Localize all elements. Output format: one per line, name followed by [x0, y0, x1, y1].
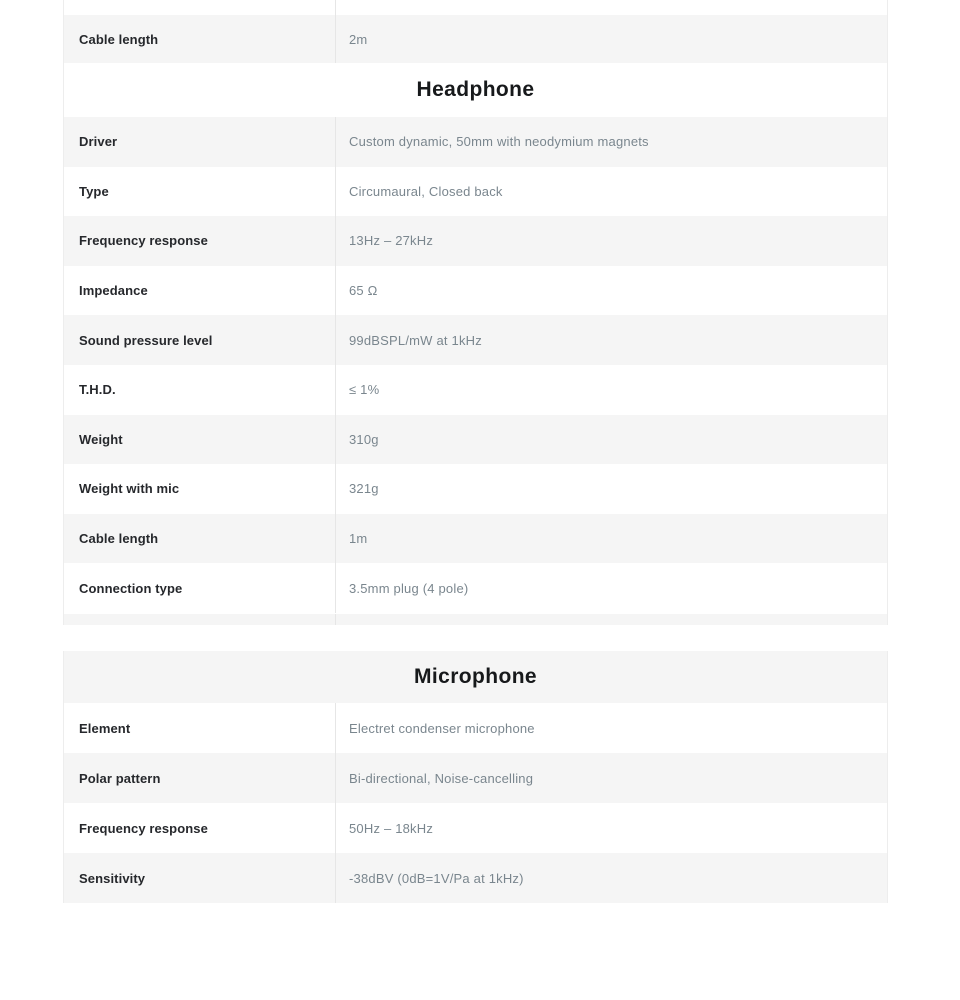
spec-label: Sensitivity: [79, 870, 146, 886]
spec-row: [64, 563, 887, 613]
spec-row: [64, 315, 887, 365]
spec-value: -38dBV (0dB=1V/Pa at 1kHz): [335, 853, 887, 903]
spec-row: [64, 415, 887, 465]
spec-row: [64, 803, 887, 853]
spec-value: 310g: [335, 415, 887, 465]
spec-value: 50Hz – 18kHz: [335, 803, 887, 853]
table-bottom-clipped-row: [64, 614, 887, 625]
table-top-partial-row: [64, 0, 887, 15]
spec-value: 1m: [335, 514, 887, 564]
spec-label: [64, 614, 335, 625]
section-header-microphone: [64, 651, 887, 703]
section-header-headphone: [64, 63, 887, 117]
spec-label: Type: [79, 183, 109, 199]
spec-label: Cable length: [79, 31, 159, 47]
spec-label: Connection type: [79, 580, 183, 596]
spec-row: [64, 266, 887, 316]
spec-label: Frequency response: [79, 233, 208, 249]
spec-value: Electret condenser microphone: [335, 703, 887, 753]
spec-label: T.H.D.: [79, 382, 116, 398]
spec-value: 13Hz – 27kHz: [335, 216, 887, 266]
spec-label: Frequency response: [79, 820, 208, 836]
spec-label: Polar pattern: [79, 770, 161, 786]
spec-row: [64, 514, 887, 564]
spec-table-microphone: [63, 651, 888, 903]
spec-table-headphone: [63, 0, 888, 625]
spec-row: [64, 753, 887, 803]
spec-value: Circumaural, Closed back: [335, 167, 887, 217]
section-title: Headphone: [416, 78, 535, 101]
section-title: Microphone: [414, 665, 537, 688]
spec-row: [64, 703, 887, 753]
spec-row: [64, 365, 887, 415]
spec-row: [64, 167, 887, 217]
spec-row: [64, 216, 887, 266]
spec-label: [64, 0, 335, 15]
spec-row: [64, 117, 887, 167]
spec-row: [64, 853, 887, 903]
spec-value: ≤ 1%: [335, 365, 887, 415]
spec-label: Sound pressure level: [79, 332, 213, 348]
spec-value: [335, 614, 887, 625]
spec-value: 99dBSPL/mW at 1kHz: [335, 315, 887, 365]
spec-label: Weight: [79, 431, 123, 447]
spec-label: Element: [79, 720, 131, 736]
spec-value: 321g: [335, 464, 887, 514]
spec-value: [335, 0, 887, 15]
spec-value: 65 Ω: [335, 266, 887, 316]
spec-label: Driver: [79, 134, 118, 150]
spec-label: Weight with mic: [79, 481, 180, 497]
spec-value: 3.5mm plug (4 pole): [335, 563, 887, 613]
spec-value: Custom dynamic, 50mm with neodymium magnets: [335, 117, 887, 167]
spec-row: [64, 464, 887, 514]
spec-value: 2m: [335, 15, 887, 63]
spec-label: Cable length: [79, 531, 159, 547]
spec-label: Impedance: [79, 283, 148, 299]
spec-row: [64, 15, 887, 63]
spec-value: Bi-directional, Noise-cancelling: [335, 753, 887, 803]
